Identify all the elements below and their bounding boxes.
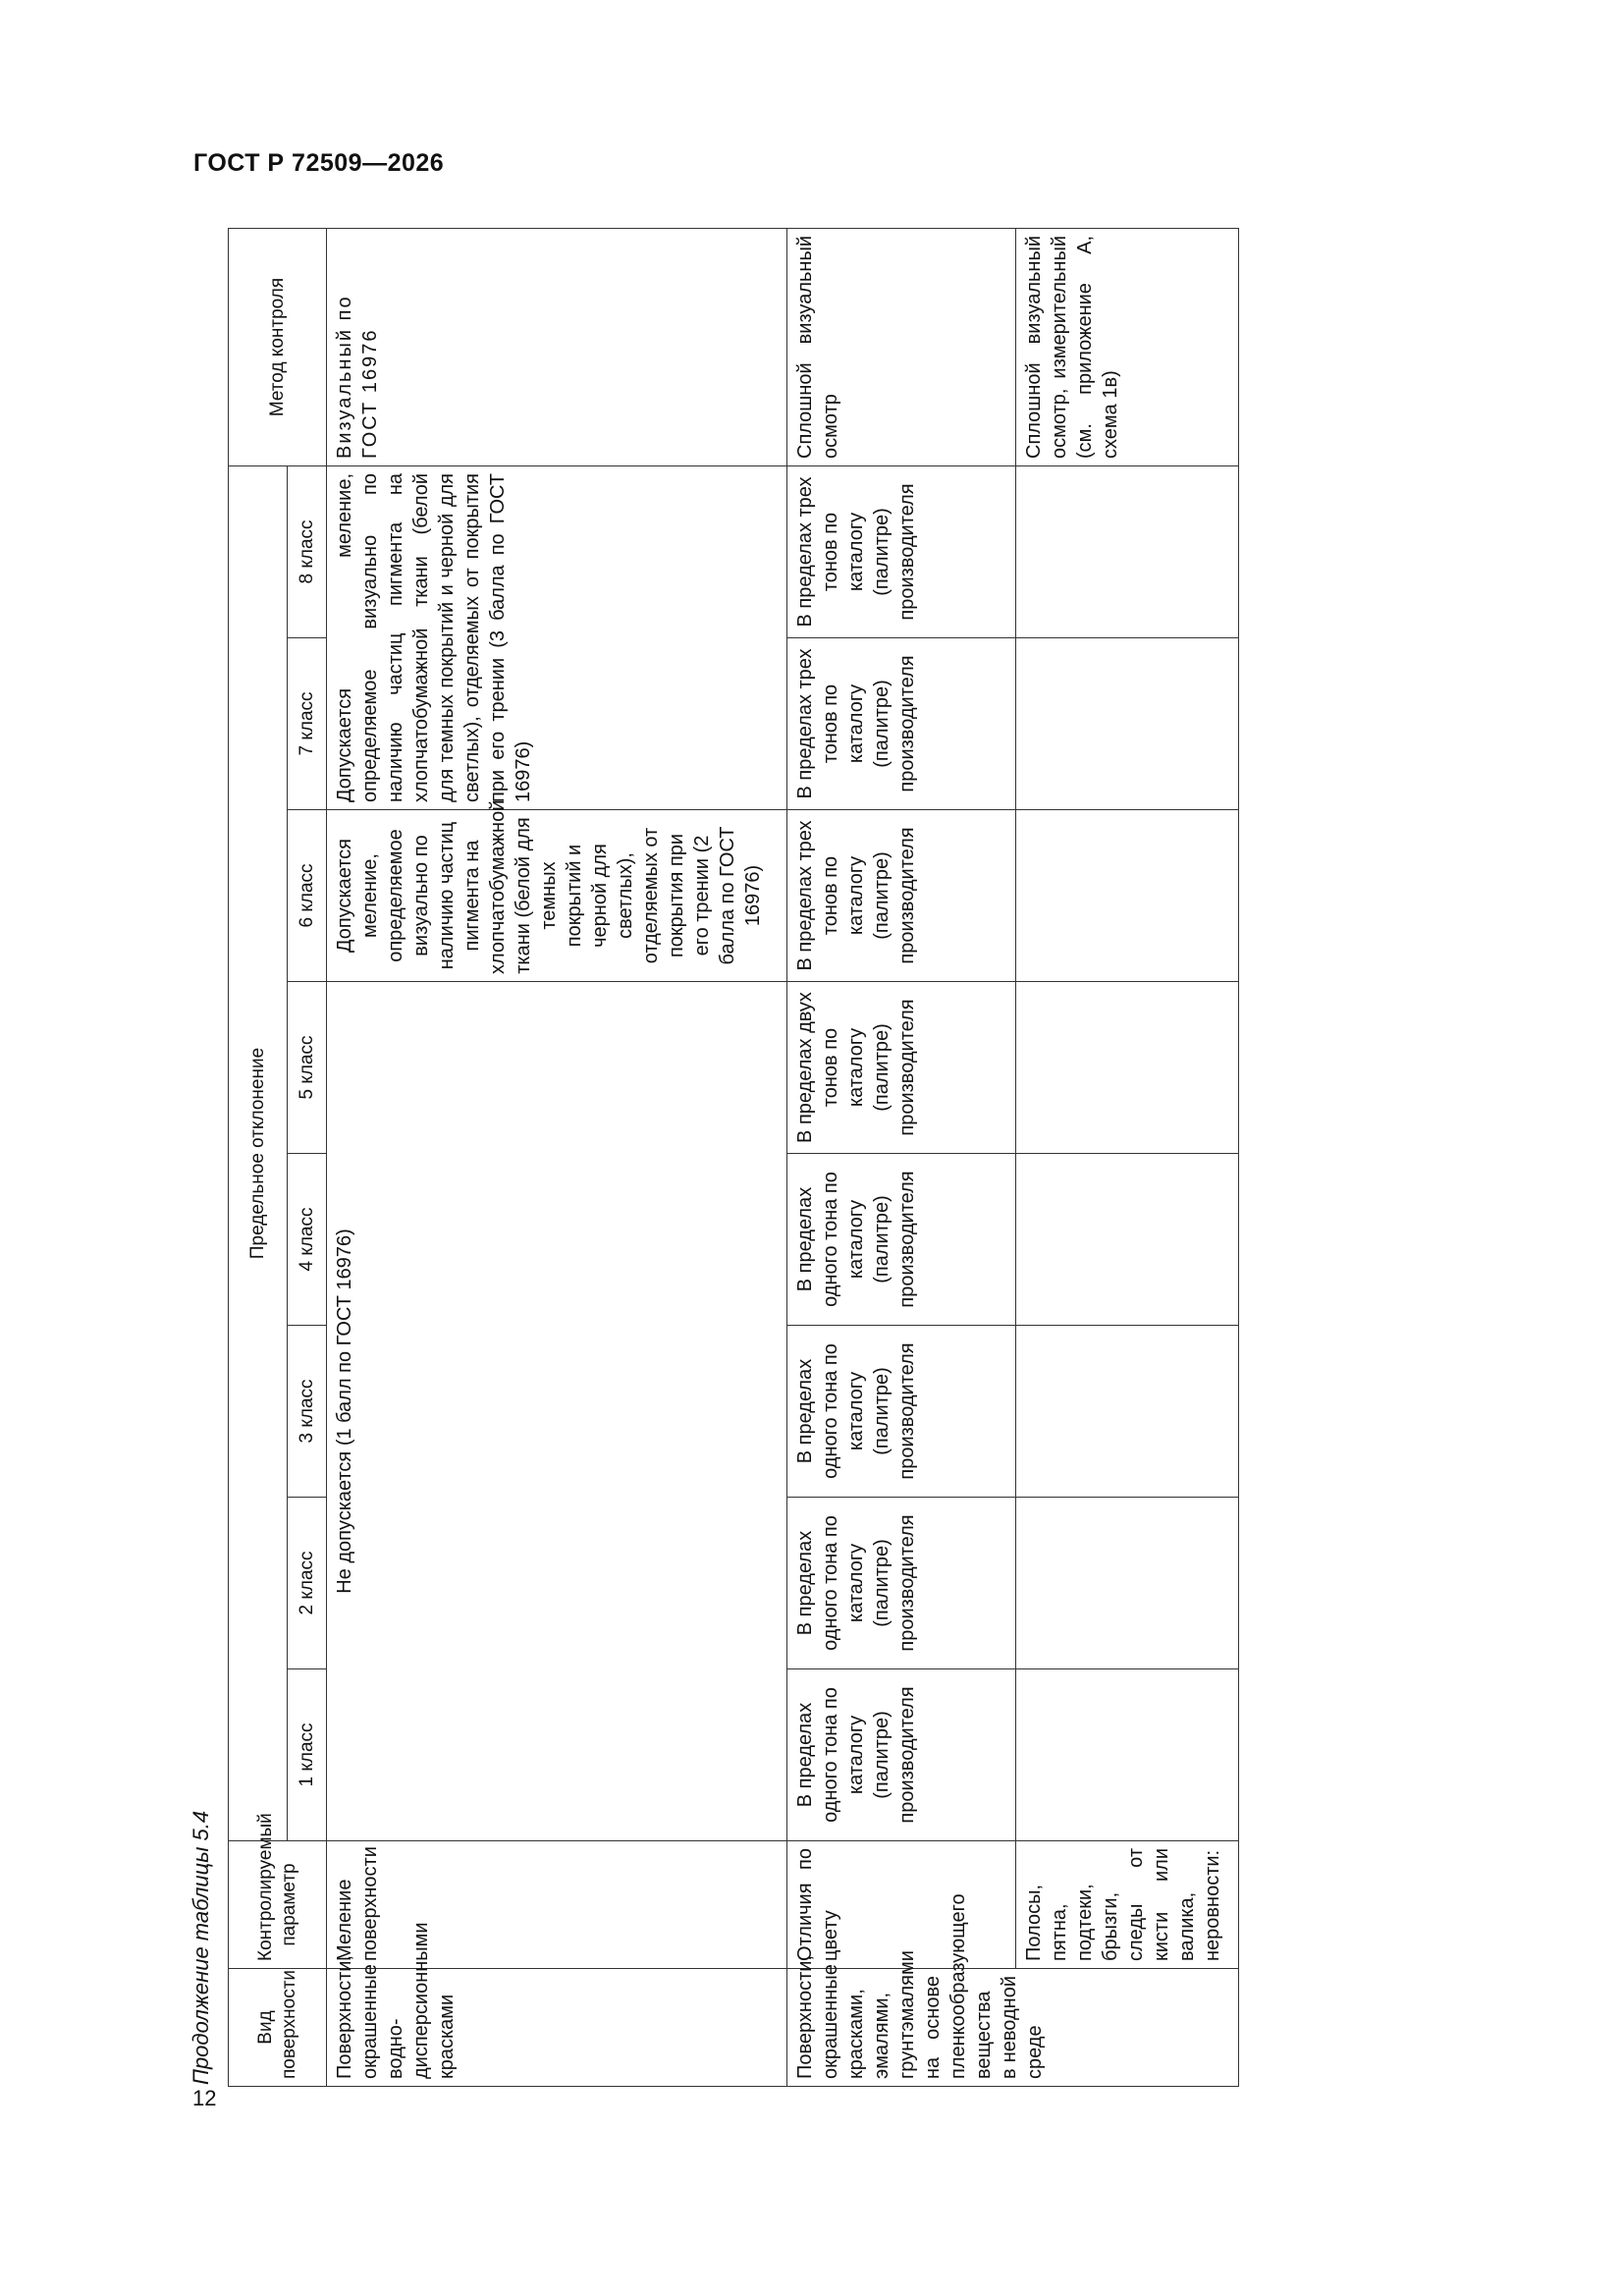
empty-cell	[1016, 1498, 1239, 1669]
parameter-cell: Полосы, пятна, подтеки, брызги, следы от кисти или валика, неровности:	[1016, 1841, 1239, 1969]
empty-cell	[1016, 810, 1239, 982]
deviation-cell-class-8: В пределах трех тонов по каталогу (палитре) производителя	[787, 465, 1016, 637]
deviation-cell-class-1: В пределах одного тона по каталогу (палитре) производителя	[787, 1669, 1016, 1841]
header-class-3: 3 класс	[288, 1326, 327, 1498]
deviation-cell-class-6: Допускается меление, определяемое визуально по наличию частиц пигмента на хлопчатобумажной ткани (белой для темных покрытий и черной для светлых), отделяемых от покрытия при его трении (2 балла по ГОСТ 16976)	[327, 810, 787, 982]
table-row	[327, 228, 787, 2086]
empty-cell	[1016, 1326, 1239, 1498]
deviation-cell-class-4: В пределах одного тона по каталогу (палитре) производителя	[787, 1154, 1016, 1326]
table-row	[787, 228, 1016, 2086]
empty-cell	[1016, 982, 1239, 1154]
deviation-cell-class-7: В пределах трех тонов по каталогу (палитре) производителя	[787, 638, 1016, 810]
parameter-cell: Отличия по цвету	[787, 1841, 1016, 1969]
table-row	[1016, 228, 1239, 2086]
deviation-cell-class-6: В пределах трех тонов по каталогу (палитре) производителя	[787, 810, 1016, 982]
deviation-cell-class-5: В пределах двух тонов по каталогу (палитре) производителя	[787, 982, 1016, 1154]
header-class-6: 6 класс	[288, 810, 327, 982]
requirements-table	[228, 228, 1239, 2087]
deviation-cell-classes-1-5: Не допускается (1 балл по ГОСТ 16976)	[327, 982, 787, 1841]
empty-cell	[1016, 1669, 1239, 1841]
rotated-table-page	[189, 221, 1269, 2087]
deviation-cell-classes-7-8: Допускается меление, определяемое визуально по наличию частиц пигмента на хлопчатобумажной ткани (белой для темных покрытий и черной для светлых), отделяемых от покрытия при его трении (3 балла по ГОСТ 16976)	[327, 465, 787, 809]
header-surface-type: Вид поверхности	[229, 1969, 327, 2087]
header-row	[229, 228, 288, 2086]
method-cell: Сплошной визуальный осмотр, измерительный (см. приложение А, схема 1в)	[1016, 228, 1239, 465]
document-header: ГОСТ Р 72509—2026	[193, 149, 445, 177]
deviation-cell-class-3: В пределах одного тона по каталогу (палитре) производителя	[787, 1326, 1016, 1498]
method-cell: Визуальный по ГОСТ 16976	[327, 228, 787, 465]
header-deviation: Предельное отклонение	[229, 465, 288, 1840]
empty-cell	[1016, 1154, 1239, 1326]
header-class-2: 2 класс	[288, 1498, 327, 1669]
header-class-7: 7 класс	[288, 638, 327, 810]
deviation-cell-class-2: В пределах одного тона по каталогу (палитре) производителя	[787, 1498, 1016, 1669]
table-continuation-label: Продолжение таблицы 5.4	[189, 1810, 213, 2085]
header-class-1: 1 класс	[288, 1669, 327, 1841]
header-class-4: 4 класс	[288, 1154, 327, 1326]
class-header-row	[288, 228, 327, 2086]
parameter-cell: Меление поверхности	[327, 1841, 787, 1969]
header-class-5: 5 класс	[288, 982, 327, 1154]
header-class-8: 8 класс	[288, 465, 327, 637]
surface-cell: Поверхности, окрашенные красками, эмалями, грунтэмалями на основе пленкообразующего вещества в неводной среде	[787, 1969, 1239, 2087]
header-parameter: Контролируемый параметр	[229, 1841, 327, 1969]
header-method: Метод контроля	[229, 228, 327, 465]
empty-cell	[1016, 638, 1239, 810]
page-number: 12	[192, 2086, 217, 2110]
surface-cell: Поверхности, окрашенные водно-дисперсионными красками	[327, 1969, 787, 2087]
method-cell: Сплошной визуальный осмотр	[787, 228, 1016, 465]
empty-cell	[1016, 465, 1239, 637]
